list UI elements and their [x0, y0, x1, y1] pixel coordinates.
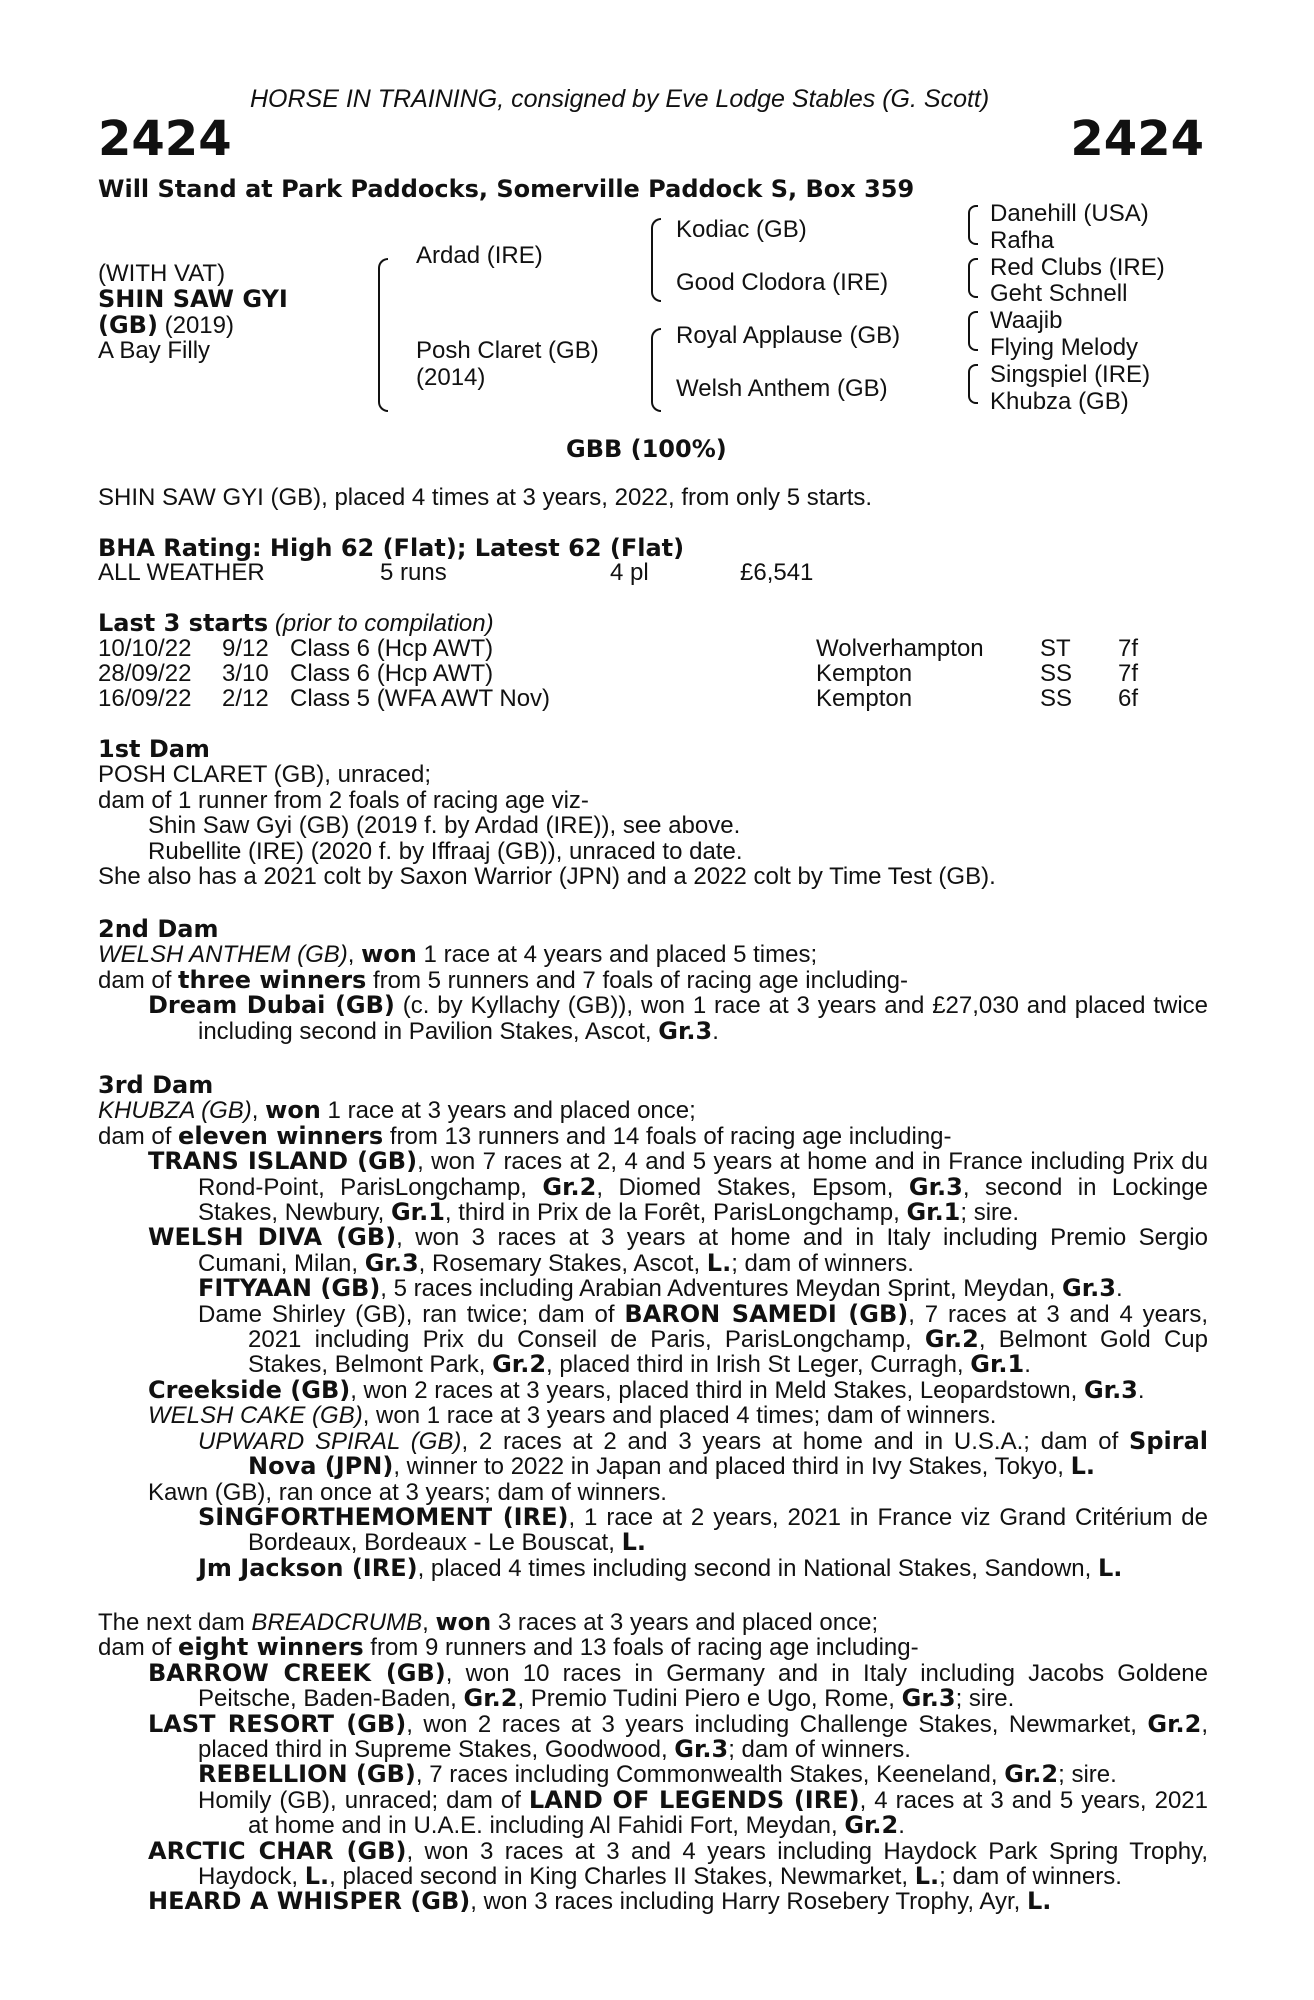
start-going: ST	[1040, 635, 1071, 662]
third-dam-heading: 3rd Dam	[98, 1071, 214, 1099]
third-dam-grandproduce: FITYAAN (GB), 5 races including Arabian Adventures Meydan Sprint, Meydan, Gr.3.	[198, 1274, 1123, 1303]
third-dam-line: dam of eleven winners from 13 runners and 14 foals of racing age including-	[98, 1121, 952, 1150]
consignment-line: HORSE IN TRAINING, consigned by Eve Lodge Stables (G. Scott)	[250, 85, 990, 113]
start-course: Kempton	[816, 660, 913, 687]
third-dam-section	[98, 1073, 1208, 1581]
next-dam-line: The next dam BREADCRUMB, won 3 races at 3 years and placed once;	[98, 1608, 879, 1636]
start-distance: 7f	[1118, 660, 1139, 687]
rating-earnings: £6,541	[740, 559, 814, 586]
bha-rating-title: BHA Rating: High 62 (Flat); Latest 62 (Flat)	[98, 534, 685, 562]
next-dam-produce: BARROW CREEK (GB), won 10 races in Germany and in Italy including Jacobs Goldene Peitsche, Baden-Baden, Gr.2, Premio Tudini Piero e Ugo, Rome, Gr.3; sire.	[148, 1658, 1208, 1713]
third-dam-produce: TRANS ISLAND (GB), won 7 races at 2, 4 and 5 years at home and in France including Prix du Rond-Point, ParisLongchamp, Gr.2, Diomed Stakes, Epsom, Gr.3, second in Lockinge Stakes, Newbury, Gr.1, third in Prix de la Forêt, ParisLongchamp, Gr.1; sire.	[148, 1147, 1208, 1227]
start-race: Class 6 (Hcp AWT)	[290, 660, 494, 687]
pedigree-dds: Singspiel (IRE)	[990, 361, 1151, 388]
first-dam-line: POSH CLARET (GB), unraced;	[98, 761, 431, 789]
pedigree-brace-main	[378, 258, 388, 412]
start-position: 2/12	[222, 685, 269, 712]
horse-name-country: (GB) (2019)	[98, 311, 234, 339]
rating-runs: 5 runs	[380, 559, 447, 586]
stand-location: Will Stand at Park Paddocks, Somerville Paddock S, Box 359	[98, 175, 915, 203]
start-course: Kempton	[816, 685, 913, 712]
start-date: 16/09/22	[98, 685, 192, 712]
second-dam-section	[98, 917, 1208, 1044]
lot-number-left: 2424	[98, 111, 232, 167]
pedigree-brace-dam	[651, 328, 661, 412]
start-distance: 6f	[1118, 685, 1139, 712]
third-dam-line: KHUBZA (GB), won 1 race at 3 years and placed once;	[98, 1096, 696, 1125]
pedigree-brace-sire	[651, 218, 661, 302]
start-date: 28/09/22	[98, 660, 192, 687]
next-dam-produce: HEARD A WHISPER (GB), won 3 races including Harry Rosebery Trophy, Ayr, L.	[148, 1887, 1052, 1916]
lot-number-right: 2424	[1070, 111, 1204, 167]
vat-note: (WITH VAT)	[98, 260, 226, 287]
start-position: 9/12	[222, 635, 269, 662]
pedigree-sire-dam: Good Clodora (IRE)	[676, 269, 889, 296]
start-course: Wolverhampton	[816, 635, 984, 662]
pedigree-brace-4d	[968, 364, 978, 404]
third-dam-grandproduce: UPWARD SPIRAL (GB), 2 races at 2 and 3 years at home and in U.S.A.; dam of Spiral Nova (JPN), winner to 2022 in Japan and placed third in Ivy Stakes, Tokyo, L.	[198, 1426, 1208, 1481]
second-dam-line: WELSH ANTHEM (GB), won 1 race at 4 years and placed 5 times;	[98, 940, 818, 969]
next-dam-section	[98, 1610, 1208, 1915]
second-dam-heading: 2nd Dam	[98, 915, 219, 943]
start-distance: 7f	[1118, 635, 1139, 662]
first-dam-produce: Shin Saw Gyi (GB) (2019 f. by Ardad (IRE)), see above.	[148, 812, 741, 840]
first-dam-produce: Rubellite (IRE) (2020 f. by Iffraaj (GB)), unraced to date.	[148, 837, 743, 865]
third-dam-produce: WELSH DIVA (GB), won 3 races at 3 years at home and in Italy including Premio Sergio Cumani, Milan, Gr.3, Rosemary Stakes, Ascot, L.; dam of winners.	[148, 1223, 1208, 1277]
third-dam-grandproduce: SINGFORTHEMOMENT (IRE), 1 race at 2 years, 2021 in France viz Grand Critérium de Bordeaux, Bordeaux - Le Bouscat, L.	[198, 1502, 1208, 1557]
pedigree-dsd: Flying Melody	[990, 334, 1139, 361]
second-dam-line: dam of three winners from 5 runners and 7 foals of racing age including-	[98, 965, 908, 994]
pedigree-dss: Waajib	[990, 307, 1063, 334]
rating-placed: 4 pl	[610, 559, 649, 586]
last-starts-title: Last 3 starts (prior to compilation)	[98, 609, 494, 637]
pedigree-sire-sire: Kodiac (GB)	[676, 216, 807, 243]
next-dam-line: dam of eight winners from 9 runners and 13 foals of racing age including-	[98, 1633, 919, 1662]
race-summary: SHIN SAW GYI (GB), placed 4 times at 3 years, 2022, from only 5 starts.	[98, 484, 873, 511]
pedigree-sds: Red Clubs (IRE)	[990, 254, 1165, 281]
pedigree-sire: Ardad (IRE)	[416, 242, 543, 269]
pedigree-brace-4c	[968, 311, 978, 351]
pedigree-sss: Danehill (USA)	[990, 200, 1149, 227]
next-dam-grandproduce: REBELLION (GB), 7 races including Commonwealth Stakes, Keeneland, Gr.2; sire.	[198, 1760, 1117, 1789]
first-dam-line: dam of 1 runner from 2 foals of racing age viz-	[98, 786, 589, 814]
horse-name: SHIN SAW GYI	[98, 285, 288, 313]
pedigree-dam: Posh Claret (GB)	[416, 337, 599, 364]
horse-description: A Bay Filly	[98, 337, 211, 364]
third-dam-produce: Creekside (GB), won 2 races at 3 years, placed third in Meld Stakes, Leopardstown, Gr.3.	[148, 1375, 1145, 1404]
first-dam-heading: 1st Dam	[98, 735, 210, 763]
second-dam-produce: Dream Dubai (GB) (c. by Kyllachy (GB)), won 1 race at 3 years and £27,030 and placed twice including second in Pavilion Stakes, Ascot, Gr.3.	[148, 991, 1208, 1045]
next-dam-grandproduce: Homily (GB), unraced; dam of LAND OF LEGENDS (IRE), 4 races at 3 and 5 years, 2021 at home and in U.A.E. including Al Fahidi Fort, Meydan, Gr.2.	[198, 1785, 1208, 1840]
third-dam-produce: Kawn (GB), ran once at 3 years; dam of winners.	[148, 1478, 667, 1506]
pedigree-ssd: Rafha	[990, 227, 1055, 254]
pedigree-sdd: Geht Schnell	[990, 280, 1128, 307]
start-date: 10/10/22	[98, 635, 192, 662]
start-going: SS	[1040, 685, 1073, 712]
rating-surface: ALL WEATHER	[98, 559, 265, 586]
third-dam-grandproduce: Dame Shirley (GB), ran twice; dam of BARON SAMEDI (GB), 7 races at 3 and 4 years, 2021 including Prix du Conseil de Paris, ParisLongchamp, Gr.2, Belmont Gold Cup Stakes, Belmont Park, Gr.2, placed third in Irish St Leger, Curragh, Gr.1.	[198, 1299, 1209, 1379]
start-race: Class 5 (WFA AWT Nov)	[290, 685, 551, 712]
first-dam-section	[98, 737, 1208, 889]
start-going: SS	[1040, 660, 1073, 687]
start-position: 3/10	[222, 660, 269, 687]
pedigree-brace-4a	[968, 205, 978, 245]
pedigree-dam-dam: Welsh Anthem (GB)	[676, 375, 888, 402]
next-dam-produce: ARCTIC CHAR (GB), won 3 races at 3 and 4 years including Haydock Park Spring Trophy, Haydock, L., placed second in King Charles II Stakes, Newmarket, L.; dam of winners.	[148, 1836, 1208, 1891]
first-dam-line: She also has a 2021 colt by Saxon Warrior (JPN) and a 2022 colt by Time Test (GB).	[98, 863, 996, 891]
start-race: Class 6 (Hcp AWT)	[290, 635, 494, 662]
pedigree-dam-year: (2014)	[416, 364, 486, 391]
pedigree-ddd: Khubza (GB)	[990, 388, 1129, 415]
pedigree-brace-4b	[968, 258, 978, 298]
third-dam-grandproduce: Jm Jackson (IRE), placed 4 times including second in National Stakes, Sandown, L.	[198, 1553, 1123, 1582]
gbb-percentage: GBB (100%)	[566, 435, 727, 463]
third-dam-produce: WELSH CAKE (GB), won 1 race at 3 years and placed 4 times; dam of winners.	[148, 1402, 997, 1430]
pedigree-dam-sire: Royal Applause (GB)	[676, 322, 901, 349]
next-dam-produce: LAST RESORT (GB), won 2 races at 3 years including Challenge Stakes, Newmarket, Gr.2, placed third in Supreme Stakes, Goodwood, Gr.3; dam of winners.	[148, 1709, 1209, 1764]
